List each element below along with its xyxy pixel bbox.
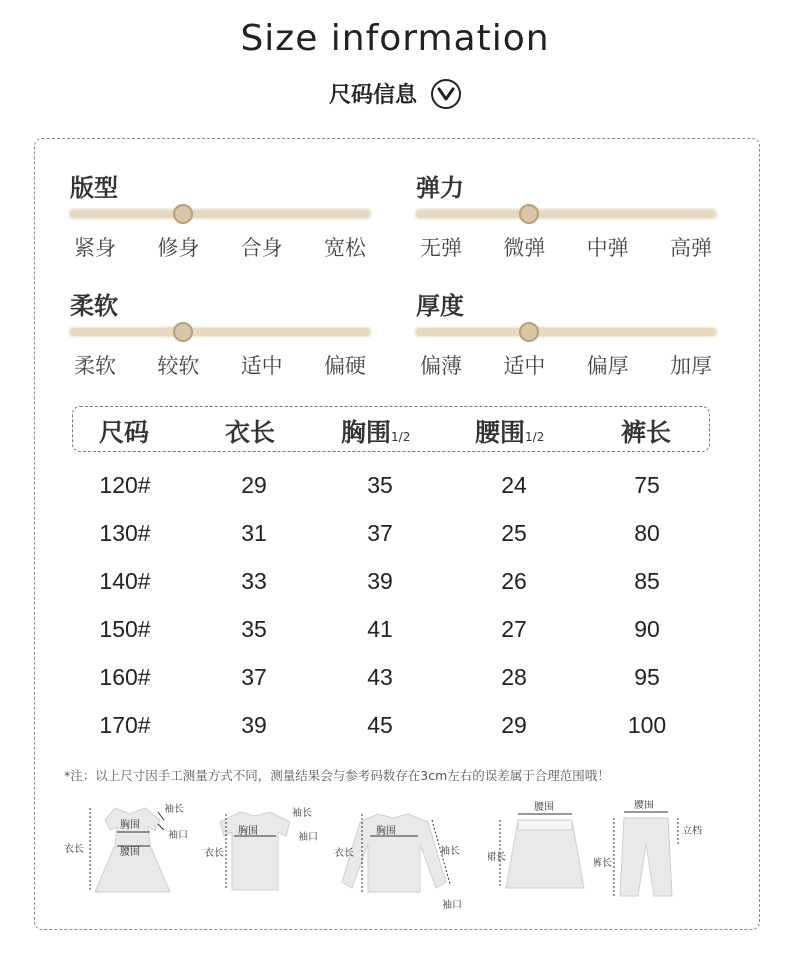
tshirt-diagram xyxy=(200,800,330,914)
cell-waist: 25 xyxy=(501,520,527,546)
label-pants-length: 裤长 xyxy=(594,858,612,869)
col-header-size: 尺码 xyxy=(99,418,150,447)
cell-chest: 35 xyxy=(367,472,393,498)
label-body-length: 衣长 xyxy=(204,848,224,859)
attr-option: 偏薄 xyxy=(420,354,462,378)
cell-pants: 90 xyxy=(634,616,660,642)
chevron-down-icon xyxy=(431,79,461,109)
cell-chest: 43 xyxy=(367,664,393,690)
cell-pants: 95 xyxy=(634,664,660,690)
dress-diagram xyxy=(60,800,200,914)
fit-slider-track xyxy=(70,210,370,218)
cell-waist: 26 xyxy=(501,568,527,594)
attr-option: 紧身 xyxy=(74,236,116,260)
elasticity-slider-knob xyxy=(519,204,539,224)
label-chest: 胸围 xyxy=(376,826,396,837)
cell-length: 31 xyxy=(241,520,267,546)
cell-size: 120# xyxy=(99,472,151,498)
attr-option: 偏硬 xyxy=(323,354,366,378)
cell-chest: 39 xyxy=(367,568,393,594)
label-body-length: 衣长 xyxy=(334,848,354,859)
fit-slider-knob xyxy=(173,204,193,224)
cell-waist: 24 xyxy=(501,472,527,498)
softness-slider-track xyxy=(70,328,370,336)
table-row xyxy=(0,616,790,664)
page-title: Size information xyxy=(240,18,550,59)
attr-option: 适中 xyxy=(240,354,283,378)
label-waist: 腰围 xyxy=(120,847,140,858)
size-table-header xyxy=(72,406,710,452)
thickness-slider-knob xyxy=(519,322,539,342)
cell-size: 140# xyxy=(99,568,151,594)
label-sleeve-length: 袖长 xyxy=(292,808,312,819)
attr-option: 适中 xyxy=(503,354,546,378)
attr-option: 合身 xyxy=(240,236,283,260)
cell-length: 37 xyxy=(241,664,267,690)
table-row xyxy=(0,472,790,520)
cell-pants: 85 xyxy=(634,568,660,594)
subtitle-row xyxy=(0,78,790,109)
measurement-diagrams xyxy=(60,800,740,920)
cell-size: 130# xyxy=(99,520,151,546)
attr-title: 弹力 xyxy=(416,174,464,202)
half-mark: 1/2 xyxy=(525,430,545,444)
cell-chest: 45 xyxy=(367,712,393,738)
cell-pants: 75 xyxy=(634,472,660,498)
attr-title: 厚度 xyxy=(416,292,464,320)
label-sleeve-length: 袖长 xyxy=(440,846,460,857)
attr-option: 偏厚 xyxy=(586,354,629,378)
attr-softness xyxy=(70,286,370,380)
subtitle-text: 尺码信息 xyxy=(328,83,417,108)
attr-option: 高弹 xyxy=(669,236,712,260)
table-row xyxy=(0,664,790,712)
label-chest: 胸围 xyxy=(120,820,140,831)
pants-diagram xyxy=(594,800,724,914)
attr-thickness xyxy=(416,286,716,380)
cell-length: 35 xyxy=(241,616,267,642)
label-waist: 腰围 xyxy=(634,800,654,811)
cell-waist: 27 xyxy=(501,616,527,642)
attr-option: 中弹 xyxy=(586,236,629,260)
label-waist: 腰围 xyxy=(534,802,554,813)
cell-waist: 29 xyxy=(501,712,527,738)
cell-size: 150# xyxy=(99,616,151,642)
elasticity-slider-track xyxy=(416,210,716,218)
attr-elasticity xyxy=(416,168,716,262)
col-header-length: 衣长 xyxy=(225,418,276,447)
measurement-note: *注：以上尺寸因手工测量方式不同，测量结果会与参考码数存在3cm左右的误差属于合理范围哦！ xyxy=(64,768,610,783)
cell-size: 170# xyxy=(99,712,151,738)
table-row xyxy=(0,568,790,616)
attr-fit xyxy=(70,168,370,262)
attr-option: 宽松 xyxy=(323,236,366,260)
label-cuff: 袖口 xyxy=(168,830,188,841)
cell-chest: 37 xyxy=(367,520,393,546)
cell-waist: 28 xyxy=(501,664,527,690)
thickness-slider-track xyxy=(416,328,716,336)
table-row xyxy=(0,520,790,568)
attr-option: 修身 xyxy=(157,236,200,260)
sweater-diagram xyxy=(328,800,478,919)
label-body-length: 衣长 xyxy=(64,844,84,855)
cell-pants: 100 xyxy=(627,712,667,738)
attr-option: 微弹 xyxy=(503,236,546,260)
label-cuff: 袖口 xyxy=(298,832,318,843)
skirt-diagram xyxy=(488,800,598,914)
label-cuff: 袖口 xyxy=(442,900,462,911)
attr-title: 版型 xyxy=(70,174,118,202)
cell-length: 39 xyxy=(241,712,267,738)
cell-size: 160# xyxy=(99,664,151,690)
softness-slider-knob xyxy=(173,322,193,342)
col-header-chest: 胸围1/2 xyxy=(341,418,411,447)
label-chest: 胸围 xyxy=(238,826,258,837)
label-sleeve-length: 袖长 xyxy=(164,804,184,815)
label-skirt-length: 裙长 xyxy=(488,852,506,863)
label-rise: 立档 xyxy=(682,826,702,837)
attr-title: 柔软 xyxy=(70,292,118,320)
col-header-waist: 腰围1/2 xyxy=(475,418,545,447)
table-row xyxy=(0,712,790,760)
attr-option: 较软 xyxy=(157,354,200,378)
cell-pants: 80 xyxy=(634,520,660,546)
cell-length: 33 xyxy=(241,568,267,594)
half-mark: 1/2 xyxy=(391,430,411,444)
attr-option: 无弹 xyxy=(420,236,462,260)
cell-chest: 41 xyxy=(367,616,393,642)
attr-option: 柔软 xyxy=(74,354,116,378)
attr-option: 加厚 xyxy=(669,354,712,378)
cell-length: 29 xyxy=(241,472,267,498)
col-header-pants: 裤长 xyxy=(621,418,672,447)
